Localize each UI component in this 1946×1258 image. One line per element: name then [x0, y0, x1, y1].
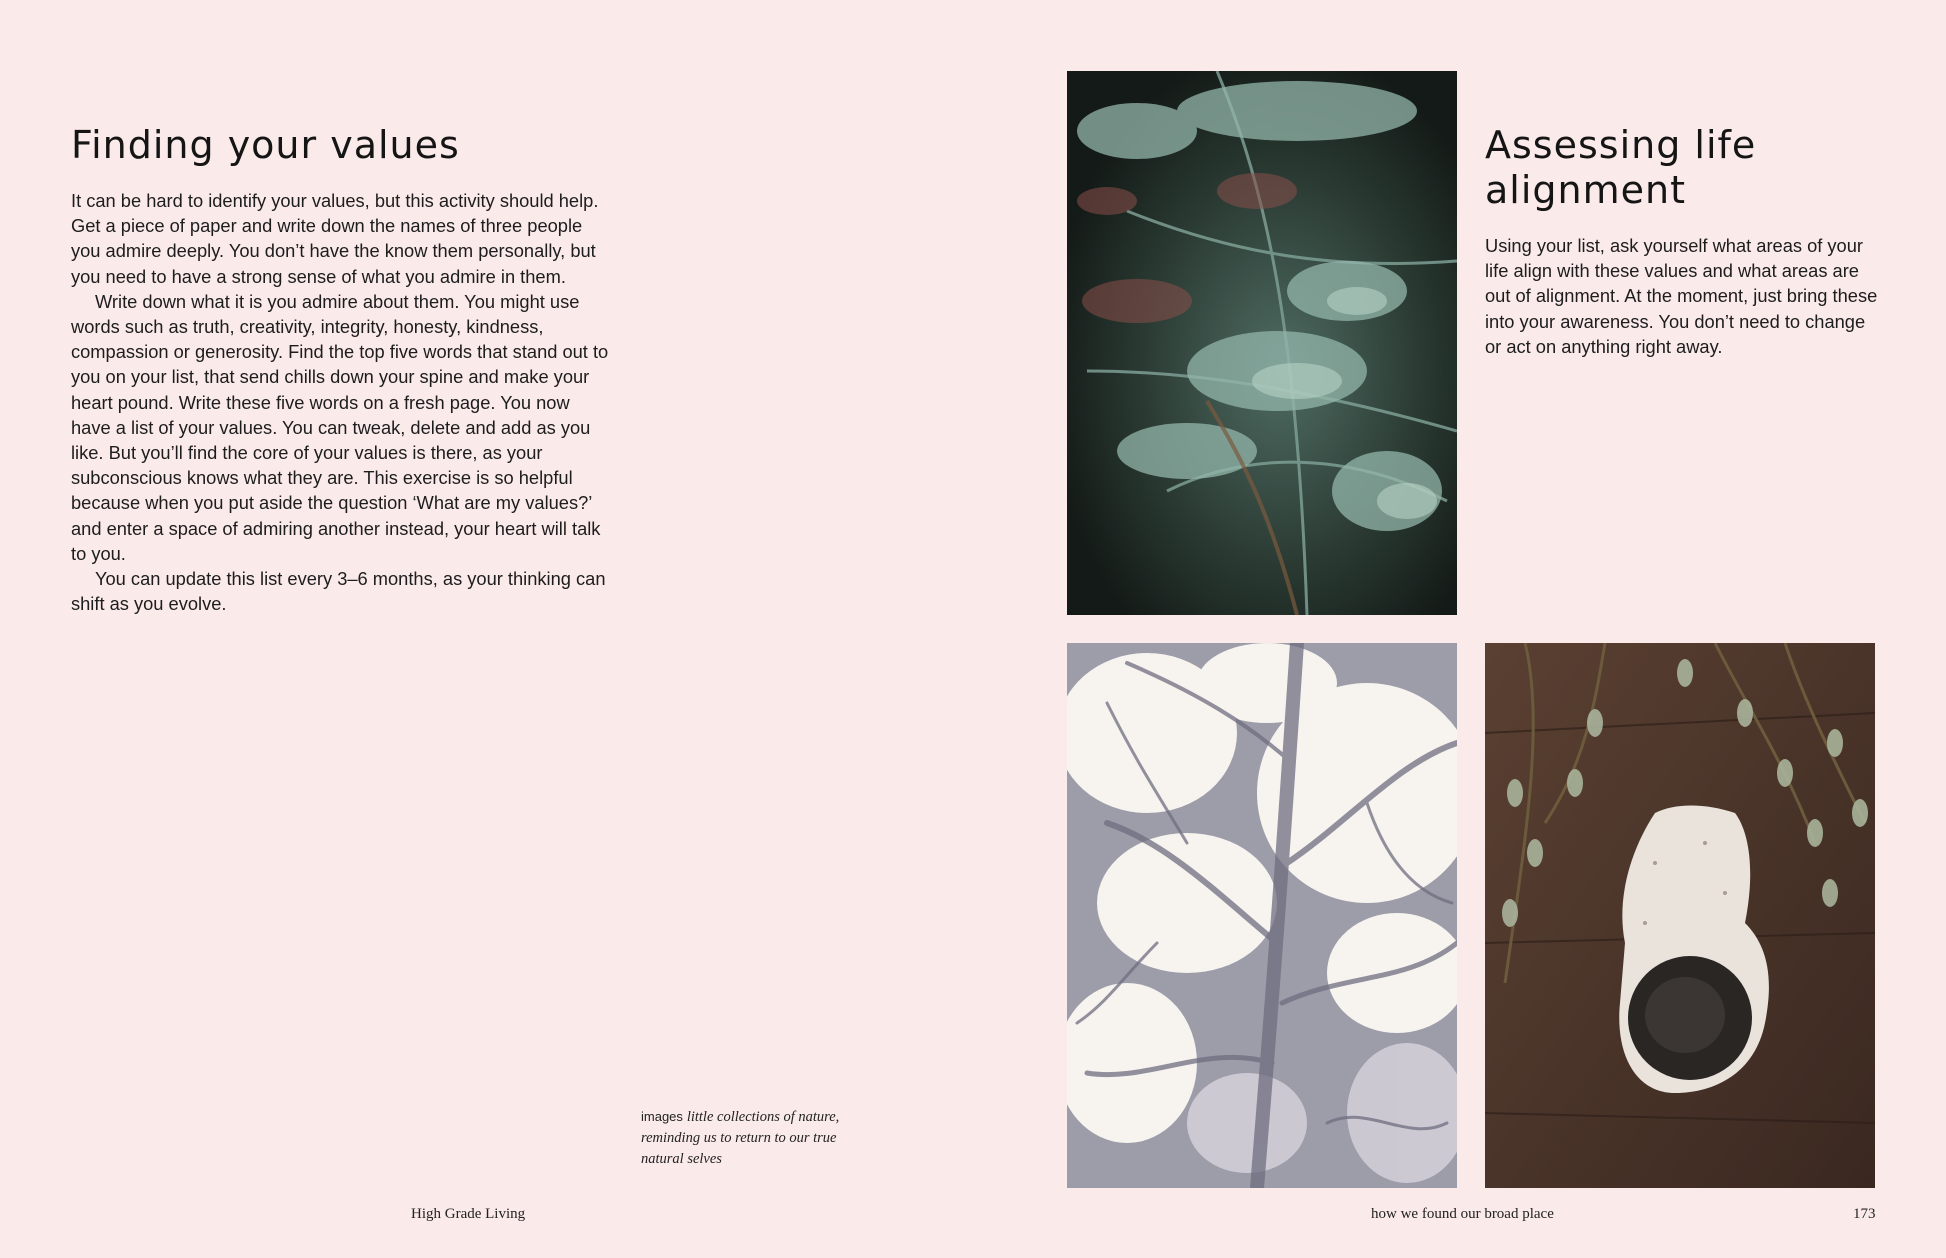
image-caption	[641, 1106, 871, 1169]
body-text-right	[1485, 233, 1885, 359]
page-number: 173	[1853, 1206, 1876, 1222]
paragraph: It can be hard to identify your values, but this activity should help. Get a piece of paper and write down the names of three people you admire deeply. You don’t have the know them personally, but you need to have a strong sense of what you admire in them.	[71, 190, 599, 287]
paragraph: You can update this list every 3–6 months, as your thinking can shift as you evolve.	[71, 568, 606, 615]
branch-shadow-photo	[1067, 643, 1457, 1188]
body-text-left	[71, 188, 611, 616]
paragraph: Using your list, ask yourself what areas of your life align with these values and what areas are out of alignment. At the moment, just bring these into your awareness. You don’t need to change or act on anything right away.	[1485, 235, 1878, 357]
footer-book-title: High Grade Living	[411, 1206, 526, 1222]
footer-chapter-title: how we found our broad place	[1371, 1206, 1554, 1222]
conifer-fern-photo	[1067, 71, 1457, 615]
heading-assessing-life-alignment: Assessing life alignment	[1485, 123, 1757, 212]
caption-label: images	[641, 1109, 683, 1124]
ceramic-hand-dish-photo	[1485, 643, 1875, 1188]
caption-text: little collections of nature, reminding us to return to our true natural selves	[641, 1109, 840, 1167]
paragraph: Write down what it is you admire about them. You might use words such as truth, creativity, integrity, honesty, kindness, compassion or generosity. Find the top five words that stand out to you on your list, that send chills down your spine and make your heart pound. Write these five words on a fresh page. You now have a list of your values. You can tweak, delete and add as you like. But you’ll find the core of your values is there, as your subconscious knows what they are. This exercise is so helpful because when you put aside the question ‘What are my values?’ and enter a space of admiring another instead, your heart will talk to you.	[71, 290, 609, 564]
heading-finding-your-values: Finding your values	[71, 123, 460, 167]
